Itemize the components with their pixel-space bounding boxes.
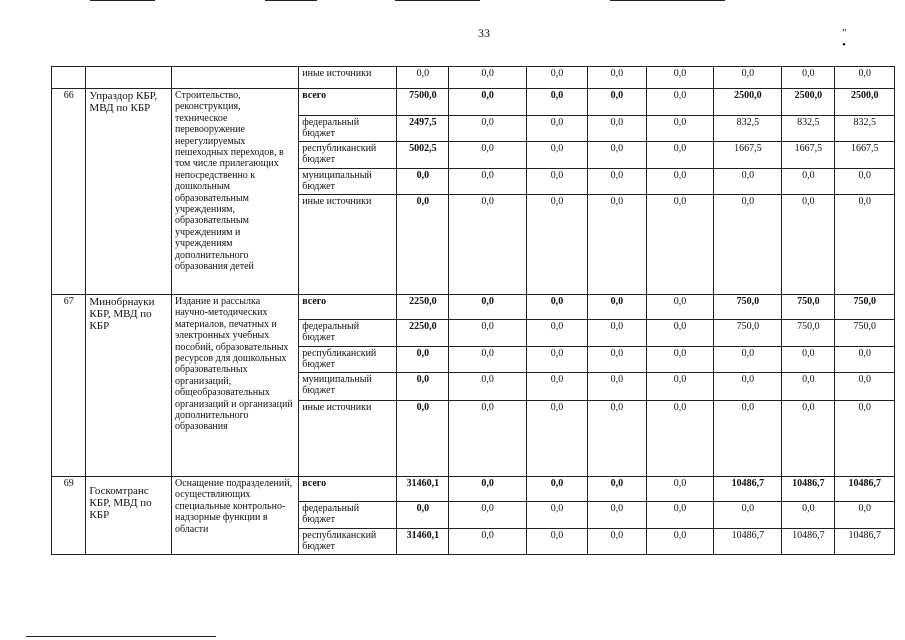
source-cell: федеральный бюджет [299,502,397,529]
row-number-cell: 66 [52,89,86,295]
value-cell: 0,0 [526,347,588,373]
value-cell: 2500,0 [835,89,895,116]
value-cell: 0,0 [588,116,646,142]
source-cell: иные источники [299,401,397,477]
value-cell: 0,0 [526,195,588,295]
value-cell: 10486,7 [782,529,835,555]
value-cell: 0,0 [397,67,449,89]
value-cell: 0,0 [449,89,526,116]
value-cell: 2500,0 [714,89,782,116]
value-cell: 0,0 [646,142,714,169]
value-cell: 10486,7 [782,477,835,502]
value-cell: 0,0 [449,477,526,502]
value-cell: 0,0 [588,373,646,401]
value-cell: 0,0 [646,116,714,142]
source-cell: республиканский бюджет [299,347,397,373]
value-cell: 0,0 [449,502,526,529]
value-cell: 2250,0 [397,295,449,320]
value-cell: 31460,1 [397,477,449,502]
description-cell: Оснащение подразделений, осуществляющих специальные контрольно-надзорные функции в области [171,477,298,555]
value-cell: 0,0 [646,401,714,477]
description-cell [171,67,298,89]
executor-cell: Госкомтранс КБР, МВД по КБР [86,477,172,555]
value-cell: 0,0 [397,502,449,529]
value-cell: 0,0 [397,401,449,477]
value-cell: 832,5 [782,116,835,142]
value-cell: 0,0 [526,477,588,502]
value-cell: 0,0 [714,169,782,195]
value-cell: 0,0 [397,373,449,401]
value-cell: 0,0 [835,195,895,295]
value-cell: 832,5 [835,116,895,142]
value-cell: 0,0 [588,295,646,320]
value-cell: 0,0 [646,373,714,401]
value-cell: 0,0 [714,401,782,477]
value-cell: 0,0 [397,195,449,295]
value-cell: 0,0 [835,169,895,195]
value-cell: 0,0 [835,347,895,373]
value-cell: 0,0 [588,401,646,477]
page-number: 33 [478,26,490,40]
value-cell: 0,0 [782,373,835,401]
top-rule-2 [265,0,317,1]
value-cell: 0,0 [714,502,782,529]
value-cell: 0,0 [588,529,646,555]
value-cell: 0,0 [449,320,526,347]
value-cell: 0,0 [397,169,449,195]
value-cell: 0,0 [646,295,714,320]
value-cell: 0,0 [714,195,782,295]
value-cell: 0,0 [526,142,588,169]
value-cell: 0,0 [588,477,646,502]
source-cell: всего [299,89,397,116]
value-cell: 750,0 [714,320,782,347]
table-row [52,67,895,89]
value-cell: 0,0 [526,67,588,89]
value-cell: 0,0 [449,529,526,555]
description-cell: Строительство, реконструкция, техническое перевооружение нерегулируемых пешеходных переходов, в том числе прилегающих непосредственно к дошкольным образовательным учреждениям, образовательным учреждениям и учреждениям дополнительного образования детей [171,89,298,295]
value-cell: 0,0 [397,347,449,373]
table-row [52,477,895,502]
value-cell: 2500,0 [782,89,835,116]
value-cell: 0,0 [449,142,526,169]
value-cell: 0,0 [646,477,714,502]
value-cell: 0,0 [782,67,835,89]
budget-table [51,66,895,555]
value-cell: 2497,5 [397,116,449,142]
top-rule-1 [90,0,155,1]
value-cell: 0,0 [449,401,526,477]
value-cell: 0,0 [526,401,588,477]
source-cell: всего [299,477,397,502]
value-cell: 0,0 [449,195,526,295]
value-cell: 10486,7 [714,529,782,555]
value-cell: 0,0 [646,320,714,347]
value-cell: 0,0 [782,401,835,477]
value-cell: 0,0 [782,502,835,529]
executor-cell: Минобрнауки КБР, МВД по КБР [86,295,172,477]
value-cell: 750,0 [782,320,835,347]
value-cell: 0,0 [782,195,835,295]
value-cell: 0,0 [449,169,526,195]
value-cell: 0,0 [526,116,588,142]
value-cell: 0,0 [714,347,782,373]
value-cell: 10486,7 [835,477,895,502]
value-cell: 0,0 [526,89,588,116]
executor-cell: Упраздор КБР, МВД по КБР [86,89,172,295]
source-cell: муниципальный бюджет [299,373,397,401]
source-cell: федеральный бюджет [299,320,397,347]
row-number-cell: 69 [52,477,86,555]
value-cell: 0,0 [835,67,895,89]
top-rule-4 [610,0,725,1]
value-cell: 0,0 [646,195,714,295]
value-cell: 10486,7 [714,477,782,502]
table-row [52,295,895,320]
top-rule-3 [395,0,480,1]
value-cell: 750,0 [782,295,835,320]
value-cell: 0,0 [646,502,714,529]
value-cell: 1667,5 [782,142,835,169]
value-cell: 0,0 [526,529,588,555]
value-cell: 1667,5 [835,142,895,169]
value-cell: 0,0 [526,295,588,320]
value-cell: 0,0 [646,347,714,373]
value-cell: 0,0 [588,169,646,195]
corner-marks: " • [842,27,869,51]
value-cell: 750,0 [714,295,782,320]
description-cell: Издание и рассылка научно-методических материалов, печатных и электронных учебных пособий, образовательных ресурсов для дошкольных образовательных организаций, общеобразовательных организаций и организаций дополнительного образования [171,295,298,477]
value-cell: 0,0 [714,67,782,89]
value-cell: 0,0 [588,195,646,295]
value-cell: 0,0 [646,67,714,89]
value-cell: 0,0 [646,169,714,195]
value-cell: 0,0 [526,169,588,195]
value-cell: 832,5 [714,116,782,142]
value-cell: 31460,1 [397,529,449,555]
value-cell: 0,0 [782,169,835,195]
value-cell: 0,0 [588,67,646,89]
value-cell: 0,0 [449,295,526,320]
value-cell: 0,0 [714,373,782,401]
value-cell: 0,0 [588,347,646,373]
source-cell: иные источники [299,195,397,295]
value-cell: 0,0 [588,89,646,116]
value-cell: 750,0 [835,320,895,347]
value-cell: 0,0 [449,347,526,373]
value-cell: 5002,5 [397,142,449,169]
row-number-cell: 67 [52,295,86,477]
id-cell [52,67,86,89]
value-cell: 0,0 [526,320,588,347]
source-cell: иные источники [299,67,397,89]
value-cell: 0,0 [646,529,714,555]
source-cell: муниципальный бюджет [299,169,397,195]
source-cell: республиканский бюджет [299,142,397,169]
table-row [52,89,895,116]
source-cell: республиканский бюджет [299,529,397,555]
value-cell: 0,0 [449,373,526,401]
value-cell: 1667,5 [714,142,782,169]
value-cell: 0,0 [835,502,895,529]
value-cell: 0,0 [646,89,714,116]
source-cell: федеральный бюджет [299,116,397,142]
executor-cell [86,67,172,89]
value-cell: 2250,0 [397,320,449,347]
value-cell: 0,0 [449,67,526,89]
value-cell: 750,0 [835,295,895,320]
value-cell: 0,0 [835,401,895,477]
value-cell: 10486,7 [835,529,895,555]
value-cell: 0,0 [782,347,835,373]
table-body [52,67,895,555]
value-cell: 0,0 [526,502,588,529]
value-cell: 7500,0 [397,89,449,116]
bottom-rule [26,636,216,637]
value-cell: 0,0 [526,373,588,401]
value-cell: 0,0 [449,116,526,142]
value-cell: 0,0 [588,320,646,347]
value-cell: 0,0 [835,373,895,401]
value-cell: 0,0 [588,142,646,169]
source-cell: всего [299,295,397,320]
value-cell: 0,0 [588,502,646,529]
